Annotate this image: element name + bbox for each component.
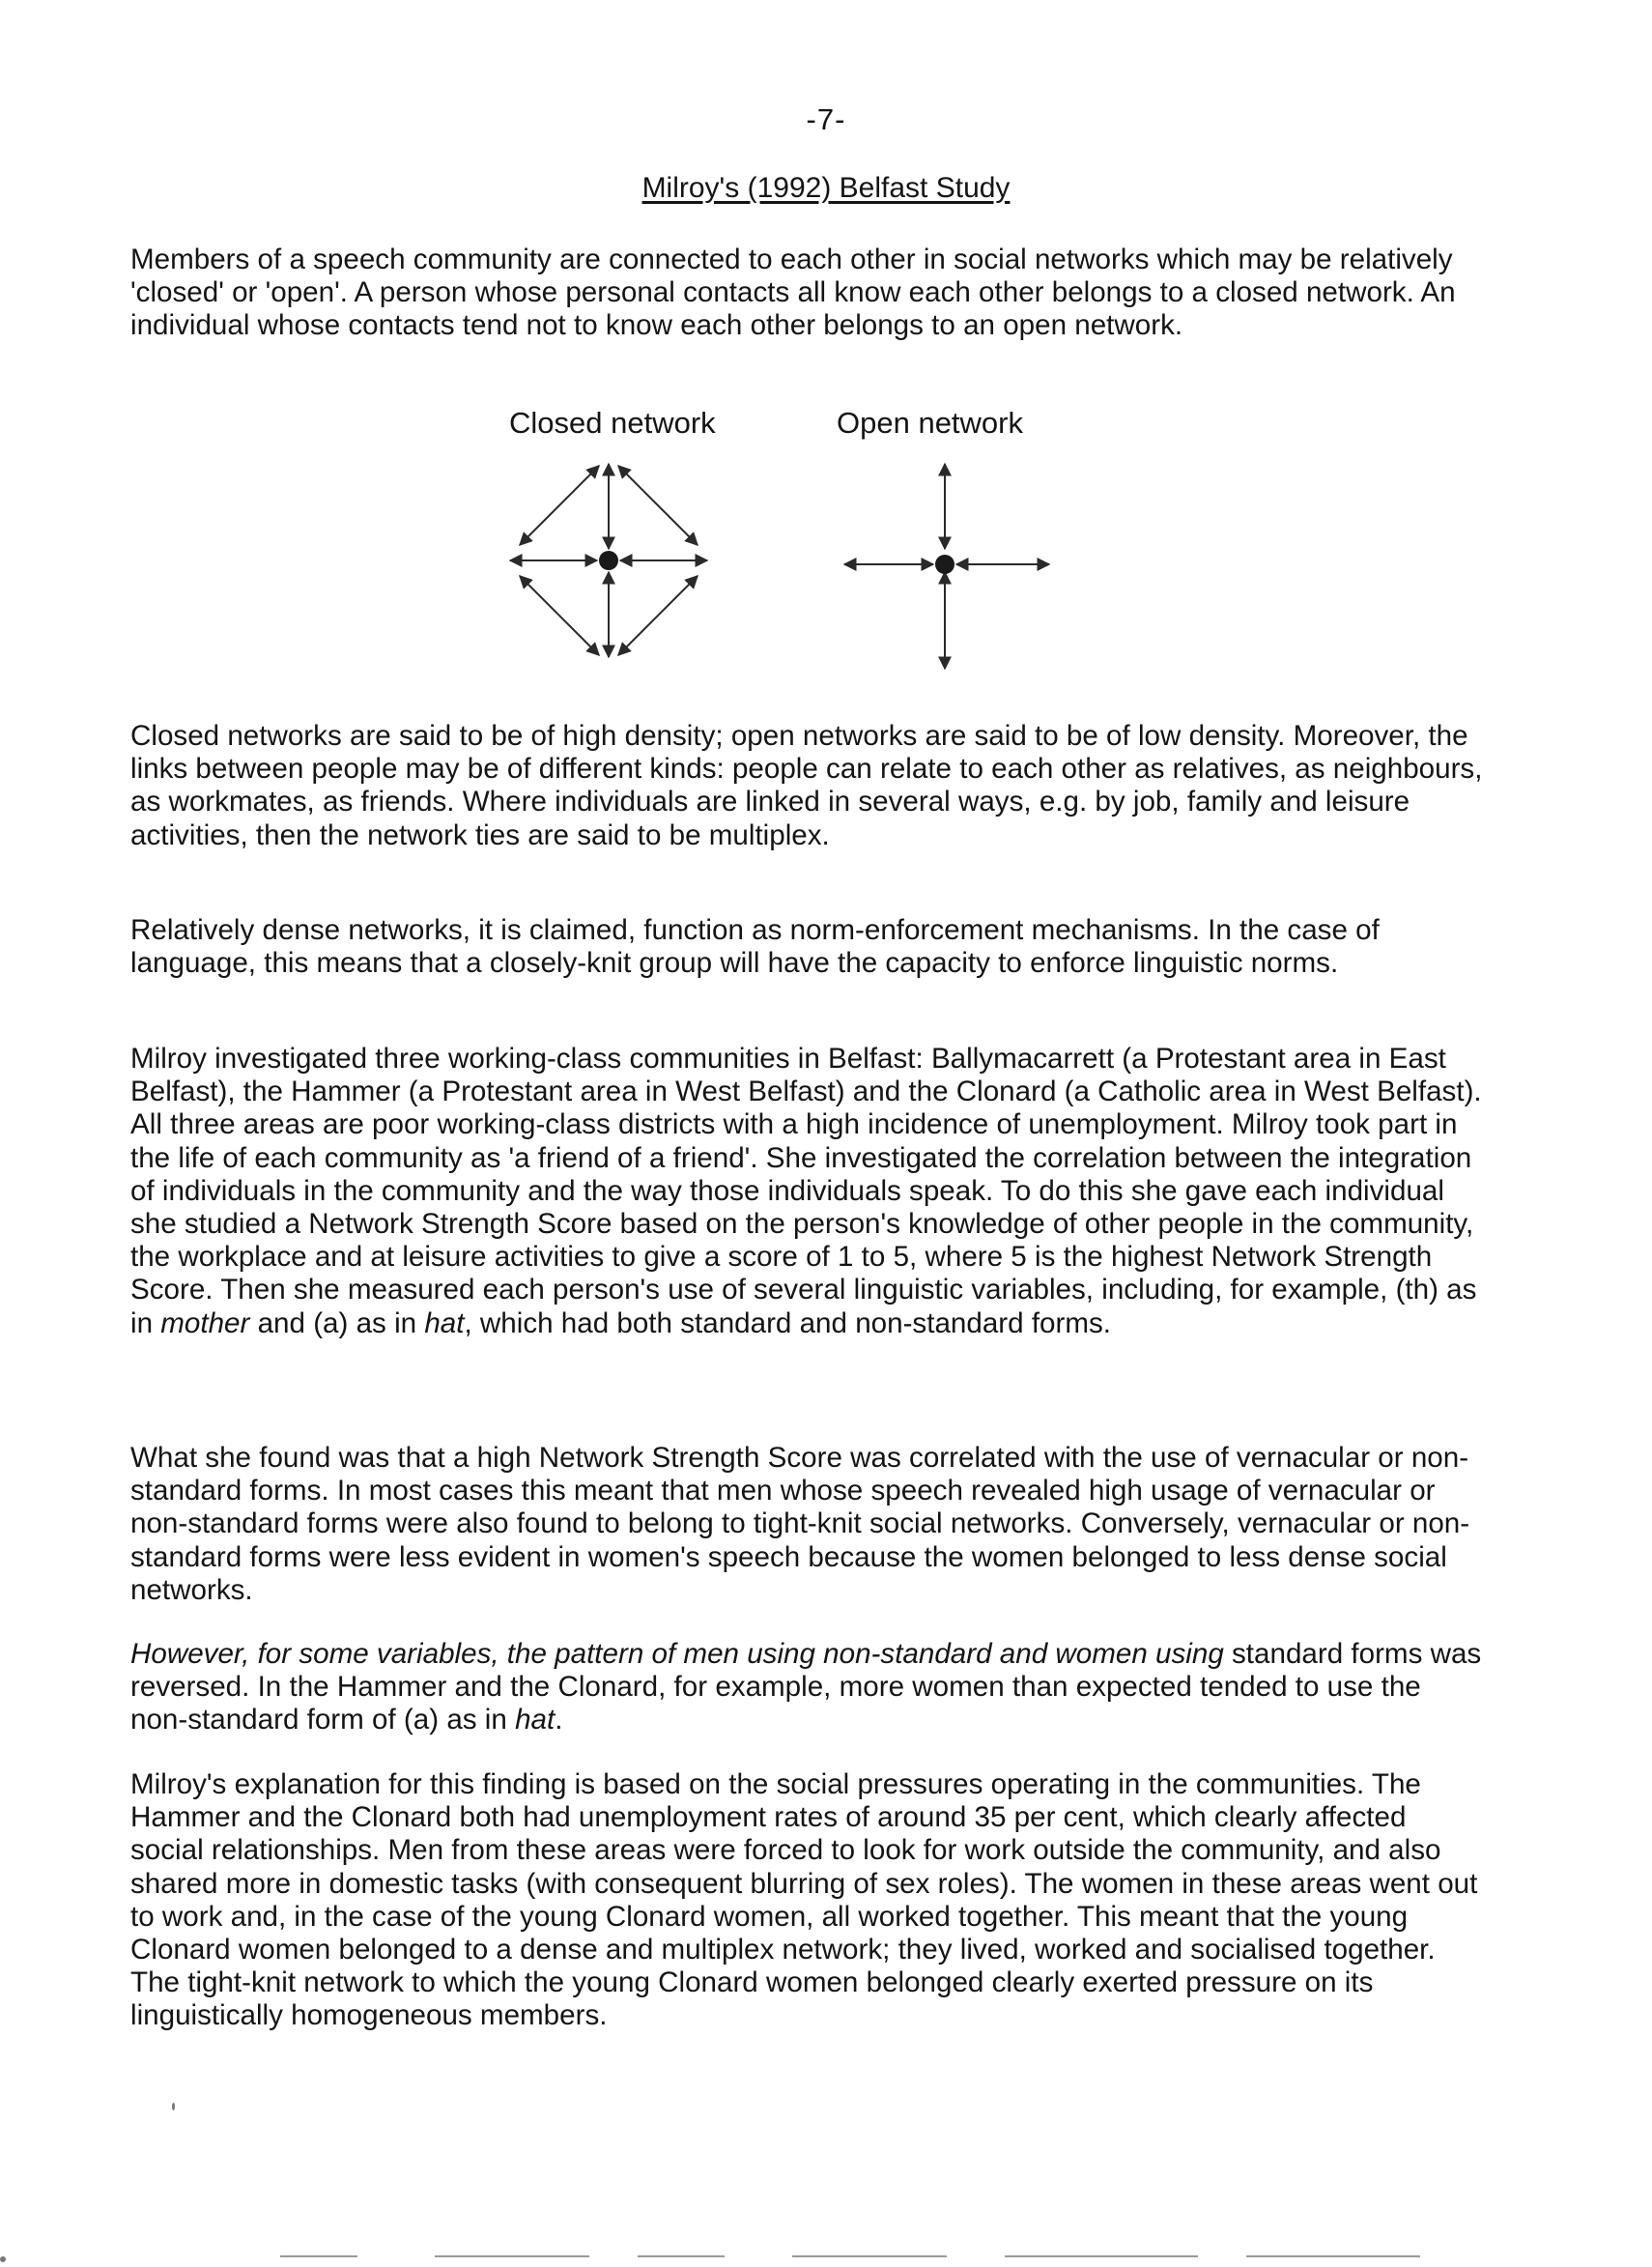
open-network-center-node [935, 555, 954, 574]
paragraph-findings: What she found was that a high Network Strength Score was correlated with the use of vernacular or non-standard forms. In most cases this meant that men whose speech revealed high usage of vernacular or non-standard forms were also found to belong to tight-knit social networks. Conversely, vernacular or non-standard forms were less evident in women's speech because the women belonged to less dense social networks. [130, 1442, 1470, 1606]
scan-edge-line [280, 2255, 357, 2257]
method-text-c: , which had both standard and non-standard forms. [464, 1306, 1112, 1339]
paragraph-reversal [130, 1638, 1483, 1737]
paragraph-intro: Members of a speech community are connected to each other in social networks which may be relatively 'closed' or 'open'. A person whose personal contacts all know each other belongs to a closed network. An individual whose contacts tend not to know each other belongs to an open network. [130, 244, 1456, 342]
method-text-b: and (a) as in [249, 1306, 425, 1339]
reversal-word-hat: hat [515, 1704, 555, 1736]
method-word-mother: mother [160, 1306, 250, 1339]
scan-speck [172, 2103, 175, 2110]
reversal-italic-text: However, for some variables, the pattern of men using non-standard and women using [130, 1638, 1224, 1670]
closed-network-center-node [599, 551, 618, 570]
scan-edge-line [792, 2255, 947, 2257]
reversal-text: standard forms was reversed. In the Hammer and the Clonard, for example, more women than expected tended to use the non-standard form of (a) as in [130, 1638, 1482, 1736]
scan-speck [0, 2256, 6, 2262]
page-number: -7- [806, 102, 846, 136]
paragraph-explanation: Milroy's explanation for this finding is based on the social pressures operating in the communities. The Hammer and the Clonard both had unemployment rates of around 35 per cent, which clearly affected social relationships. Men from these areas were forced to look for work outside the community, and also shared more in domestic tasks (with consequent blurring of sex roles). The women in these areas went out to work and, in the case of the young Clonard women, all worked together. This meant that the young Clonard women belonged to a dense and multiplex network; they lived, worked and socialised together. The tight-knit network to which the young Clonard women belonged clearly exerted pressure on its linguistically homogeneous members. [130, 1768, 1478, 2032]
method-text-a: Milroy investigated three working-class communities in Belfast: Ballymacarrett (a Protestant area in East Belfast), the Hammer (a Protestant area in West Belfast) and the Clonard (a Catholic area in West Belfast). All three areas are poor working-class districts with a high incidence of unemployment. Milroy took part in the life of each community as 'a friend of a friend'. She investigated the correlation between the integration of individuals in the community and the way those individuals speak. To do this she gave each individual she studied a Network Strength Score based on the person's knowledge of other people in the community, the workplace and at leisure activities to give a score of 1 to 5, where 5 is the highest Network Strength Score. Then she measured each person's use of several linguistic variables, including, for example, (th) as in [130, 1043, 1482, 1339]
paragraph-method [130, 1043, 1483, 1340]
page-title [0, 172, 1652, 205]
reversal-end: . [555, 1704, 563, 1736]
paragraph-density: Closed networks are said to be of high density; open networks are said to be of low density. Moreover, the links between people may be of different kinds: people can relate to each other as relatives, as neighbours, as workmates, as friends. Where individuals are linked in several ways, e.g. by job, family and leisure activities, then the network ties are said to be multiplex. [130, 720, 1483, 851]
scan-edge-line [435, 2255, 589, 2257]
open-network-label: Open network [837, 406, 1023, 440]
scan-edge-line [638, 2255, 725, 2257]
closed-network-diagram [502, 454, 734, 686]
title-text: Milroy's (1992) Belfast Study [641, 172, 1011, 204]
paragraph-norms: Relatively dense networks, it is claimed, function as norm-enforcement mechanisms. In the case of language, this means that a closely-knit group will have the capacity to enforce linguistic norms. [130, 914, 1380, 980]
scan-edge-line [1246, 2255, 1420, 2257]
open-network-diagram [835, 454, 1067, 686]
closed-network-label: Closed network [509, 406, 716, 440]
scan-edge-line [1005, 2255, 1198, 2257]
method-word-hat: hat [424, 1306, 465, 1339]
